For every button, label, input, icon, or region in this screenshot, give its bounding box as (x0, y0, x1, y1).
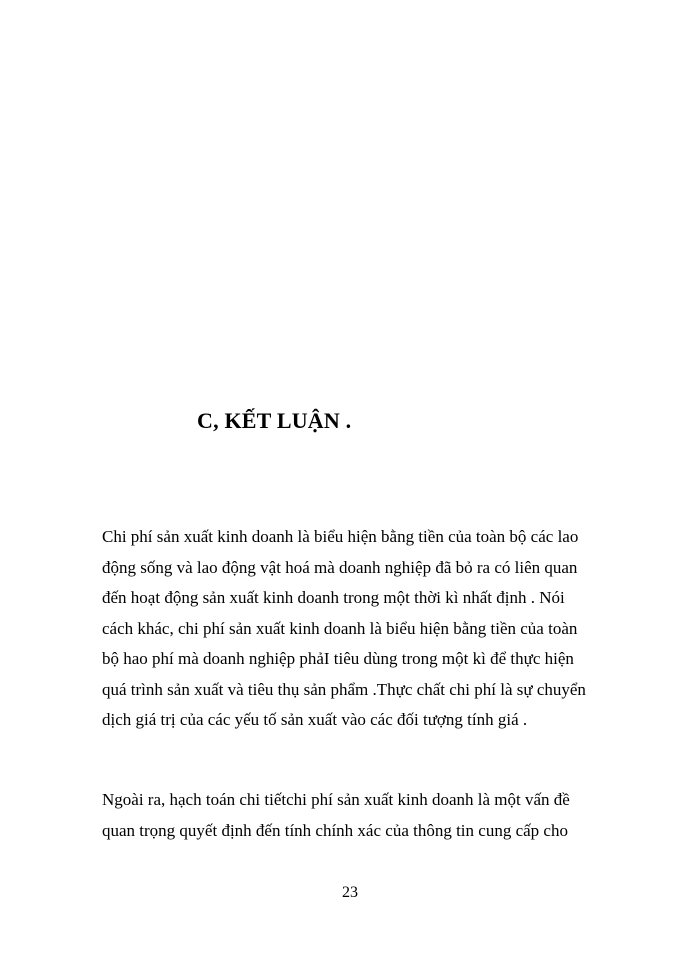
paragraph-line: quá trình sản xuất và tiêu thụ sản phẩm .Thực chất chi phí là sự chuyển (102, 679, 586, 699)
paragraph-line: động sống và lao động vật hoá mà doanh nghiệp đã bỏ ra có liên quan (102, 557, 578, 577)
paragraph-line: Chi phí sản xuất kinh doanh là biểu hiện bằng tiền của toàn bộ các lao (102, 527, 579, 546)
paragraph-1 (102, 522, 602, 736)
paragraph-line: bộ hao phí mà doanh nghiệp phảI tiêu dùng trong một kì để thực hiện (102, 649, 574, 668)
section-heading: C, KẾT LUẬN . (197, 408, 352, 433)
paragraph-line: đến hoạt động sản xuất kinh doanh trong một thời kì nhất định . Nói (102, 588, 565, 607)
paragraph-line: quan trọng quyết định đến tính chính xác của thông tin cung cấp cho (102, 820, 568, 840)
paragraph-2 (102, 785, 602, 846)
paragraph-line: Ngoài ra, hạch toán chi tiếtchi phí sản xuất kinh doanh là một vấn đề (102, 790, 570, 809)
page-number: 23 (342, 884, 358, 901)
paragraph-line: dịch giá trị của các yếu tố sản xuất vào các đối tượng tính giá . (102, 710, 528, 729)
paragraph-line: cách khác, chi phí sản xuất kinh doanh là biểu hiện bằng tiền của toàn (102, 618, 578, 638)
